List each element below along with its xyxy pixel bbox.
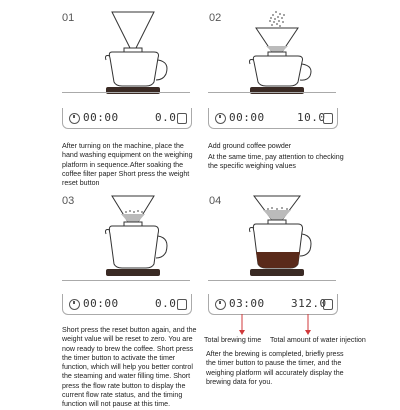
step-04-description: After the brewing is completed, briefly press the timer button to pause the timer, and the weighing platform will accurately display the brewing data for you. bbox=[206, 350, 344, 386]
step-01-scale-display bbox=[62, 108, 192, 129]
step-04-time: 03:00 bbox=[229, 297, 265, 310]
step-04-illustration bbox=[232, 192, 322, 280]
step-01-number: 01 bbox=[62, 12, 75, 24]
step-02-weight: 10.0 bbox=[297, 111, 326, 124]
step-02-scale-display bbox=[208, 108, 338, 129]
step-02-illustration bbox=[232, 8, 322, 96]
step-02-description-line1: Add ground coffee powder bbox=[208, 142, 292, 150]
step-04-callout-lines bbox=[208, 314, 338, 338]
step-04-weight: 312.0 bbox=[291, 297, 327, 310]
step-01-illustration bbox=[88, 8, 178, 96]
step-02-time: 00:00 bbox=[229, 111, 265, 124]
step-04-callout-water: Total amount of water injection bbox=[270, 336, 366, 344]
step-01-description: After turning on the machine, place the hand washing equipment on the weighing platform in sequence.After soaking the coffee filter paper Short press the weight reset button bbox=[62, 142, 193, 188]
step-01-weight: 0.0 bbox=[155, 111, 177, 124]
reset-button-icon bbox=[323, 113, 333, 124]
timer-icon bbox=[69, 299, 80, 310]
step-04-number: 04 bbox=[209, 195, 222, 207]
step-04-scale-display bbox=[208, 294, 338, 315]
step-03-scale-display bbox=[62, 294, 192, 315]
step-02-number: 02 bbox=[209, 12, 222, 24]
step-03-illustration bbox=[88, 192, 178, 280]
step-03-weight: 0.0 bbox=[155, 297, 177, 310]
step-03-time: 00:00 bbox=[83, 297, 119, 310]
timer-icon bbox=[215, 113, 226, 124]
step-02-description-line2: At the same time, pay attention to checking the specific weighing values bbox=[208, 153, 344, 171]
reset-button-icon bbox=[323, 299, 333, 310]
timer-icon bbox=[69, 113, 80, 124]
timer-icon bbox=[215, 299, 226, 310]
step-03-number: 03 bbox=[62, 195, 75, 207]
step-01-time: 00:00 bbox=[83, 111, 119, 124]
reset-button-icon bbox=[177, 113, 187, 124]
reset-button-icon bbox=[177, 299, 187, 310]
step-04-callout-time: Total brewing time bbox=[204, 336, 262, 344]
step-03-description: Short press the reset button again, and the weight value will be reset to zero. You are now ready to brew the coffee. Short press the timer button to activate the timer function, which will help you better control the steaming and water filling time. Short press the flow rate button to display the current flow rate status, and the timing function will not pause at this time. bbox=[62, 326, 197, 409]
